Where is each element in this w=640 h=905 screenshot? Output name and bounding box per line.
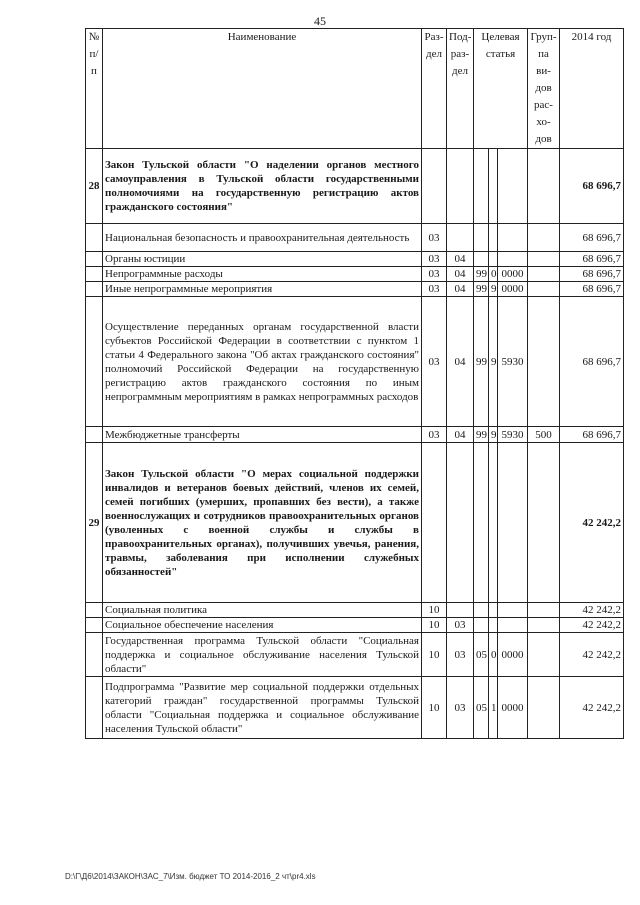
- row-cs-direction: [498, 618, 528, 633]
- row-razdel: 03: [422, 282, 447, 297]
- row-name: Закон Тульской области "О наделении органов местного самоуправления в Тульской области государственными полномочиями на государственную регистрацию актов гражданского состояния": [103, 149, 422, 224]
- row-cs-subprogram: [489, 618, 498, 633]
- row-number: [86, 282, 103, 297]
- row-razdel: 10: [422, 618, 447, 633]
- row-cs-direction: 0000: [498, 282, 528, 297]
- row-cs-direction: 0000: [498, 677, 528, 739]
- row-podrazdel: [447, 603, 474, 618]
- row-amount: 42 242,2: [560, 618, 624, 633]
- row-vid-rashodov: [528, 224, 560, 252]
- row-cs-subprogram: 9: [489, 282, 498, 297]
- row-amount: 68 696,7: [560, 427, 624, 443]
- row-vid-rashodov: [528, 677, 560, 739]
- row-cs-subprogram: 0: [489, 633, 498, 677]
- footer-file-path: D:\Г\Д6\2014\ЗАКОН\ЗАС_7\Изм. бюджет ТО 2014-2016_2 чт\pr4.xls: [65, 872, 316, 881]
- row-cs-subprogram: 9: [489, 427, 498, 443]
- row-cs-subprogram: [489, 252, 498, 267]
- row-vid-rashodov: 500: [528, 427, 560, 443]
- row-amount: 42 242,2: [560, 633, 624, 677]
- table-row: [86, 224, 624, 252]
- row-cs-subprogram: 0: [489, 267, 498, 282]
- row-number: [86, 224, 103, 252]
- row-name: Непрограммные расходы: [103, 267, 422, 282]
- row-razdel: 10: [422, 633, 447, 677]
- row-amount: 68 696,7: [560, 149, 624, 224]
- row-name: Национальная безопасность и правоохранительная деятельность: [103, 224, 422, 252]
- header-tselevaya-statya: Целевая статья: [474, 29, 528, 149]
- row-razdel: 03: [422, 224, 447, 252]
- row-razdel: 10: [422, 603, 447, 618]
- table-body: [86, 149, 624, 739]
- row-name: Социальная политика: [103, 603, 422, 618]
- row-cs-program: 99: [474, 282, 489, 297]
- row-name: Межбюджетные трансферты: [103, 427, 422, 443]
- row-cs-program: 05: [474, 677, 489, 739]
- row-razdel: 03: [422, 267, 447, 282]
- row-amount: 68 696,7: [560, 297, 624, 427]
- row-cs-subprogram: [489, 224, 498, 252]
- row-number: 28: [86, 149, 103, 224]
- row-cs-direction: 0000: [498, 633, 528, 677]
- table-row: [86, 618, 624, 633]
- table-row: [86, 633, 624, 677]
- row-cs-direction: 5930: [498, 427, 528, 443]
- row-name: Подпрограмма "Развитие мер социальной поддержки отдельных категорий граждан" государственной программы Тульской области "Социальная поддержка и социальное обслуживание населения Тульской области": [103, 677, 422, 739]
- row-amount: 68 696,7: [560, 224, 624, 252]
- row-podrazdel: 04: [447, 252, 474, 267]
- header-name: Наименование: [103, 29, 422, 149]
- row-cs-program: [474, 252, 489, 267]
- row-cs-subprogram: 1: [489, 677, 498, 739]
- row-amount: 68 696,7: [560, 252, 624, 267]
- page-number: 45: [314, 14, 326, 28]
- table-row: [86, 267, 624, 282]
- row-number: [86, 633, 103, 677]
- row-amount: 42 242,2: [560, 603, 624, 618]
- row-name: Закон Тульской области "О мерах социальной поддержки инвалидов и ветеранов боевых действий, членов их семей, семей погибших (умерших, пропавших без вести), а также военнослужащих и сотрудников правоохранительных органов (уволенных с военной службы и службы в правоохранительных органах), получивших увечья, ранения, травмы, заболевания при исполнении служебных обязанностей": [103, 443, 422, 603]
- row-number: [86, 267, 103, 282]
- row-vid-rashodov: [528, 282, 560, 297]
- row-razdel: 10: [422, 677, 447, 739]
- row-cs-subprogram: 9: [489, 297, 498, 427]
- row-cs-direction: [498, 603, 528, 618]
- row-razdel: [422, 443, 447, 603]
- row-number: [86, 252, 103, 267]
- row-podrazdel: 04: [447, 282, 474, 297]
- row-cs-direction: [498, 443, 528, 603]
- row-cs-program: 05: [474, 633, 489, 677]
- row-vid-rashodov: [528, 603, 560, 618]
- row-name: Иные непрограммные мероприятия: [103, 282, 422, 297]
- table-row: [86, 252, 624, 267]
- row-name: Социальное обеспечение населения: [103, 618, 422, 633]
- row-cs-program: [474, 443, 489, 603]
- row-name: Осуществление переданных органам государственной власти субъектов Российской Федерации в соответствии с пунктом 1 статьи 4 Федерального закона "Об актах гражданского состояния" полномочий Российской Федерации на государственную регистрацию актов гражданского состояния по иным непрограммным мероприятиям в рамках непрограммных расходов: [103, 297, 422, 427]
- row-podrazdel: 04: [447, 297, 474, 427]
- row-podrazdel: 04: [447, 427, 474, 443]
- row-cs-program: 99: [474, 297, 489, 427]
- table-row: [86, 149, 624, 224]
- row-number: [86, 427, 103, 443]
- row-podrazdel: [447, 149, 474, 224]
- row-amount: 68 696,7: [560, 267, 624, 282]
- table-row: [86, 282, 624, 297]
- row-name: Государственная программа Тульской области "Социальная поддержка и социальное обслуживание населения Тульской области": [103, 633, 422, 677]
- row-vid-rashodov: [528, 149, 560, 224]
- row-number: [86, 297, 103, 427]
- row-cs-direction: 5930: [498, 297, 528, 427]
- header-podrazdel: Под-раз-дел: [447, 29, 474, 149]
- row-cs-direction: [498, 252, 528, 267]
- row-cs-subprogram: [489, 443, 498, 603]
- row-razdel: 03: [422, 297, 447, 427]
- table-row: [86, 297, 624, 427]
- row-cs-program: 99: [474, 427, 489, 443]
- row-name: Органы юстиции: [103, 252, 422, 267]
- row-amount: 42 242,2: [560, 443, 624, 603]
- header-razdel: Раз-дел: [422, 29, 447, 149]
- row-amount: 42 242,2: [560, 677, 624, 739]
- row-number: [86, 677, 103, 739]
- row-cs-subprogram: [489, 603, 498, 618]
- header-row: [86, 29, 624, 149]
- row-vid-rashodov: [528, 618, 560, 633]
- row-cs-program: [474, 224, 489, 252]
- table-row: [86, 677, 624, 739]
- row-number: [86, 603, 103, 618]
- row-cs-direction: [498, 224, 528, 252]
- row-vid-rashodov: [528, 443, 560, 603]
- budget-table: [85, 28, 624, 739]
- row-podrazdel: 03: [447, 618, 474, 633]
- row-podrazdel: 03: [447, 633, 474, 677]
- header-num: № п/п: [86, 29, 103, 149]
- row-cs-program: 99: [474, 267, 489, 282]
- row-cs-program: [474, 618, 489, 633]
- header-gruppa-vidov: Груп-па ви-дов рас-хо-дов: [528, 29, 560, 149]
- row-razdel: 03: [422, 252, 447, 267]
- header-year: 2014 год: [560, 29, 624, 149]
- row-cs-direction: 0000: [498, 267, 528, 282]
- row-vid-rashodov: [528, 633, 560, 677]
- table-row: [86, 427, 624, 443]
- row-podrazdel: [447, 443, 474, 603]
- row-razdel: 03: [422, 427, 447, 443]
- row-cs-direction: [498, 149, 528, 224]
- row-razdel: [422, 149, 447, 224]
- row-cs-program: [474, 149, 489, 224]
- row-cs-subprogram: [489, 149, 498, 224]
- row-vid-rashodov: [528, 297, 560, 427]
- row-amount: 68 696,7: [560, 282, 624, 297]
- row-podrazdel: [447, 224, 474, 252]
- row-podrazdel: 03: [447, 677, 474, 739]
- row-cs-program: [474, 603, 489, 618]
- table-row: [86, 443, 624, 603]
- table-row: [86, 603, 624, 618]
- row-number: 29: [86, 443, 103, 603]
- row-vid-rashodov: [528, 267, 560, 282]
- row-number: [86, 618, 103, 633]
- row-vid-rashodov: [528, 252, 560, 267]
- row-podrazdel: 04: [447, 267, 474, 282]
